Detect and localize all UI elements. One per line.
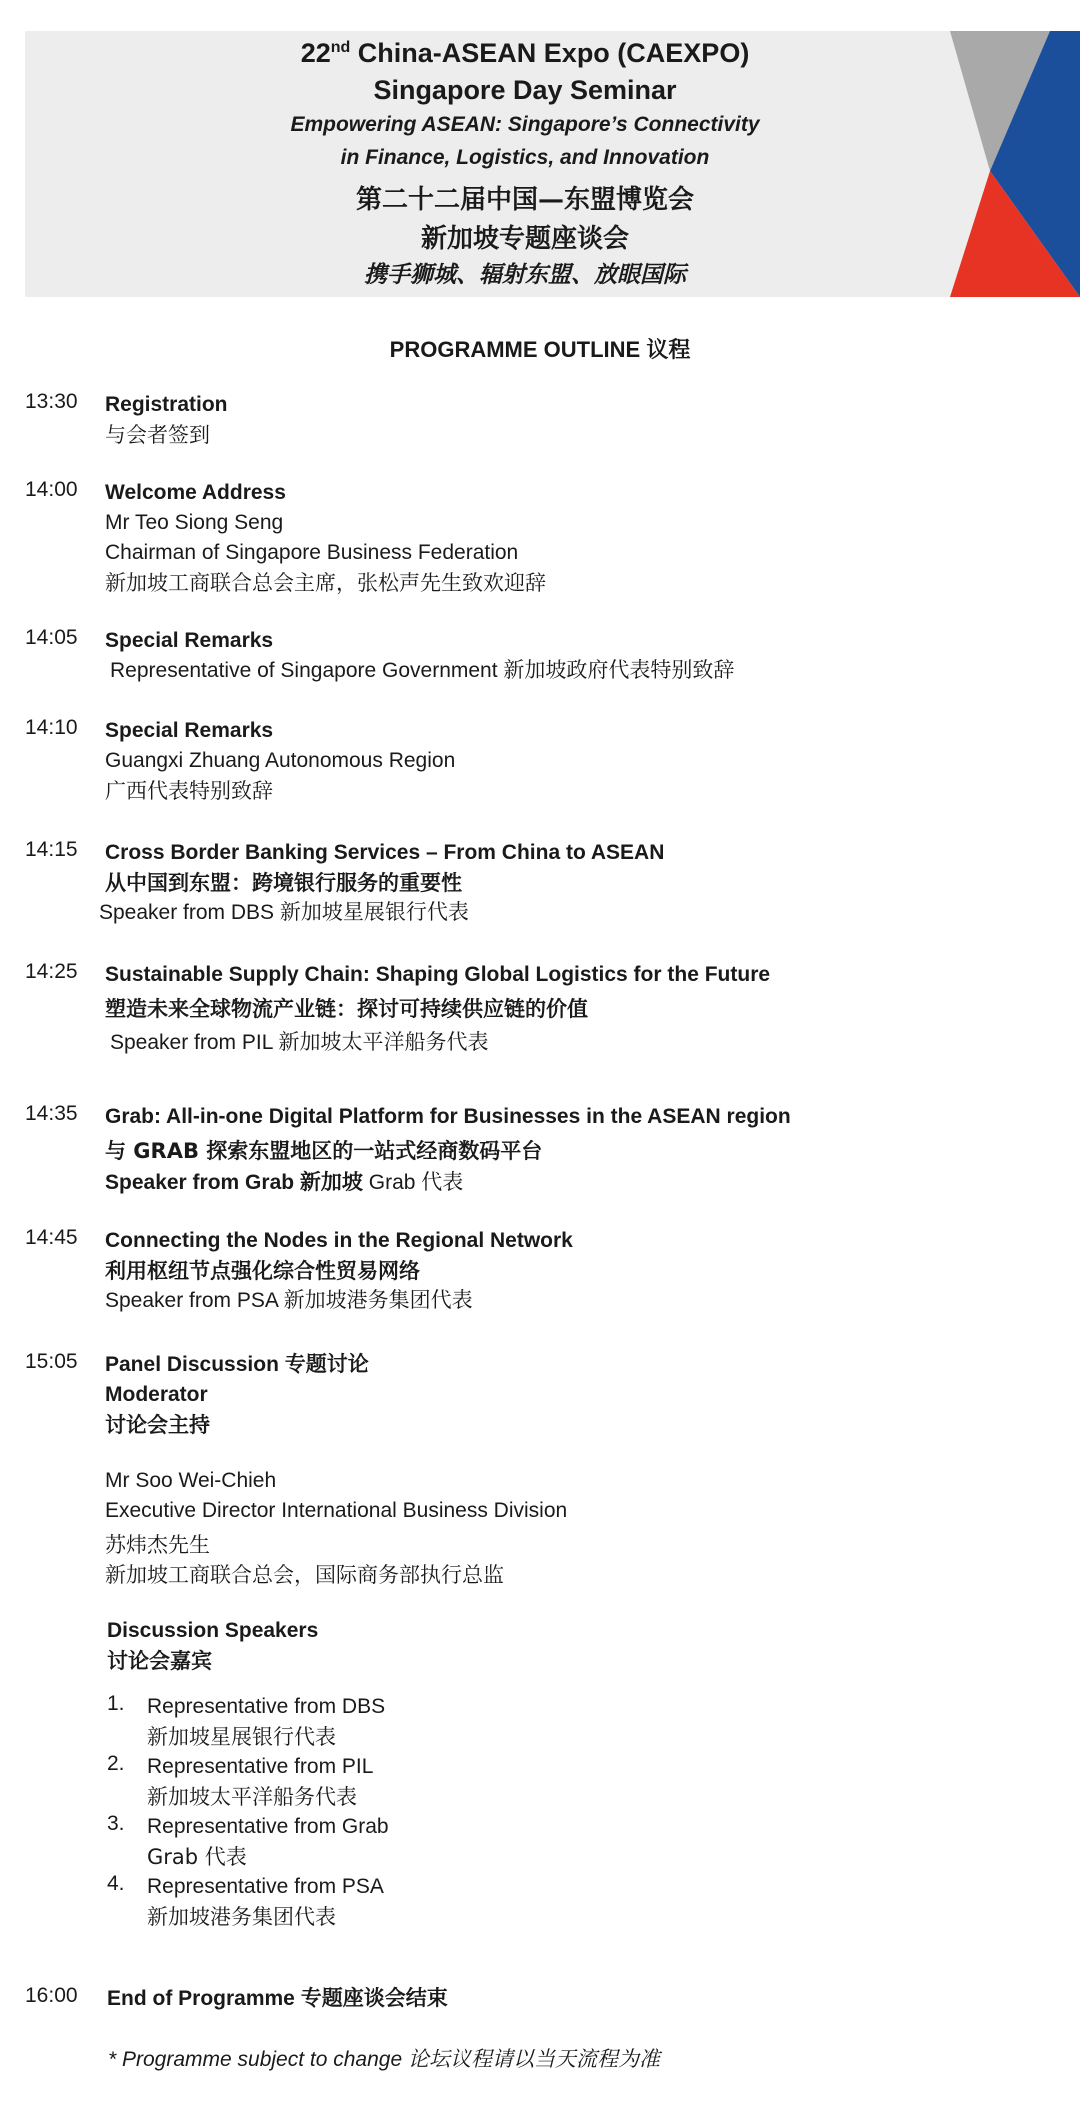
- speaker-org: Representative from DBS: [147, 1695, 386, 1718]
- agenda-title-cn: 从中国到东盟：跨境银行服务的重要性: [105, 871, 462, 895]
- list-number: 3.: [107, 1812, 125, 1835]
- list-item: [105, 1692, 1065, 1752]
- agenda-title-cn: 塑造未来全球物流产业链：探讨可持续供应链的价值: [105, 997, 588, 1021]
- moderator-role: Executive Director International Business Division: [105, 1499, 568, 1522]
- agenda-detail: Representative of Singapore Government 新加坡政府代表特别致辞: [110, 659, 735, 682]
- speaker-role-cn: 新加坡工商联合总会主席，张松声先生致欢迎辞: [105, 571, 546, 595]
- speaker-org: Representative from PIL: [147, 1755, 374, 1778]
- list-item: [105, 1872, 1065, 1932]
- speaker-org-cn: 新加坡港务集团代表: [147, 1905, 336, 1929]
- agenda-time: 14:00: [25, 478, 78, 501]
- moderator-name: Mr Soo Wei-Chieh: [105, 1469, 277, 1492]
- speakers-label: Discussion Speakers: [107, 1619, 319, 1642]
- agenda-detail-cn: 广西代表特别致辞: [105, 779, 273, 803]
- agenda-time: 14:35: [25, 1102, 78, 1125]
- agenda-item: [25, 1984, 1065, 2024]
- agenda-title: Grab: All-in-one Digital Platform for Businesses in the ASEAN region: [105, 1105, 791, 1128]
- agenda-time: 15:05: [25, 1350, 78, 1373]
- footnote: * Programme subject to change 论坛议程请以当天流程为准: [108, 2048, 660, 2071]
- agenda-time: 14:25: [25, 960, 78, 983]
- speaker-org: Representative from Grab: [147, 1815, 389, 1838]
- list-number: 1.: [107, 1692, 125, 1715]
- speakers-label-cn: 讨论会嘉宾: [107, 1649, 212, 1673]
- agenda-item: [25, 1226, 1065, 1350]
- agenda-speaker-org: Speaker from Grab 新加坡: [105, 1171, 363, 1194]
- agenda-title-cn: 利用枢纽节点强化综合性贸易网络: [105, 1259, 420, 1283]
- agenda-speaker: Speaker from DBS 新加坡星展银行代表: [99, 901, 469, 924]
- agenda-time: 14:05: [25, 626, 78, 649]
- agenda-detail: Guangxi Zhuang Autonomous Region: [105, 749, 456, 772]
- moderator-label: Moderator: [105, 1383, 208, 1406]
- cn-title-2: 新加坡专题座谈会: [420, 224, 629, 254]
- speaker-name: Mr Teo Siong Seng: [105, 511, 284, 534]
- agenda-item: [25, 716, 1065, 838]
- list-number: 4.: [107, 1872, 125, 1895]
- agenda-item: [25, 838, 1065, 960]
- agenda-title: Sustainable Supply Chain: Shaping Global Logistics for the Future: [105, 963, 771, 986]
- agenda-speaker: Speaker from PSA 新加坡港务集团代表: [105, 1289, 473, 1312]
- agenda-list: [25, 390, 1065, 2024]
- speaker-org-cn: Grab 代表: [147, 1845, 247, 1869]
- programme-outline-heading: PROGRAMME OUTLINE 议程: [389, 337, 691, 362]
- event-subtitle: Singapore Day Seminar: [373, 75, 677, 105]
- agenda-speaker: [105, 1168, 1065, 1198]
- agenda-title: Cross Border Banking Services – From China to ASEAN: [105, 841, 665, 864]
- agenda-item: [25, 1350, 1065, 1984]
- agenda-time: 14:45: [25, 1226, 78, 1249]
- agenda-speaker-cn: Grab 代表: [362, 1171, 464, 1194]
- cn-slogan: 携手狮城、辐射东盟、放眼国际: [364, 261, 686, 288]
- speaker-list: [105, 1692, 1065, 1932]
- agenda-title: Registration: [105, 393, 228, 416]
- agenda-title: Special Remarks: [105, 719, 274, 742]
- list-item: [105, 1752, 1065, 1812]
- agenda-item: [25, 960, 1065, 1102]
- agenda-speaker: Speaker from PIL 新加坡太平洋船务代表: [110, 1031, 489, 1054]
- agenda-time: 14:15: [25, 838, 78, 861]
- agenda-item: [25, 390, 1065, 478]
- agenda-title-cn: 与 GRAB 探索东盟地区的一站式经商数码平台: [105, 1139, 543, 1163]
- moderator-name-cn: 苏炜杰先生: [105, 1533, 210, 1557]
- theme-line-1: Empowering ASEAN: Singapore’s Connectivity: [290, 113, 760, 136]
- agenda-time: 16:00: [25, 1984, 78, 2007]
- speaker-org-cn: 新加坡星展银行代表: [147, 1725, 336, 1749]
- agenda-time: 14:10: [25, 716, 78, 739]
- header-banner: [25, 31, 1080, 297]
- agenda-title: Welcome Address: [105, 481, 286, 504]
- agenda-title: Connecting the Nodes in the Regional Network: [105, 1229, 573, 1252]
- agenda-title: Special Remarks: [105, 629, 274, 652]
- theme-line-2: in Finance, Logistics, and Innovation: [340, 146, 710, 169]
- agenda-item: [25, 1102, 1065, 1226]
- agenda-item: [25, 626, 1065, 716]
- moderator-role-cn: 新加坡工商联合总会，国际商务部执行总监: [105, 1563, 504, 1587]
- speaker-org: Representative from PSA: [147, 1875, 384, 1898]
- cn-title-1: 第二十二届中国—东盟博览会: [355, 185, 694, 215]
- list-item: [105, 1812, 1065, 1872]
- agenda-title: End of Programme 专题座谈会结束: [107, 1987, 448, 2010]
- speaker-org-cn: 新加坡太平洋船务代表: [147, 1785, 357, 1809]
- speaker-role: Chairman of Singapore Business Federation: [105, 541, 519, 564]
- flag-graphic: [950, 31, 1080, 297]
- moderator-label-cn: 讨论会主持: [105, 1413, 210, 1437]
- event-title: 22nd China-ASEAN Expo (CAEXPO): [300, 38, 750, 68]
- list-number: 2.: [107, 1752, 125, 1775]
- agenda-item: [25, 478, 1065, 626]
- agenda-title: Panel Discussion 专题讨论: [105, 1353, 369, 1376]
- agenda-time: 13:30: [25, 390, 78, 413]
- agenda-subtitle: 与会者签到: [105, 423, 210, 447]
